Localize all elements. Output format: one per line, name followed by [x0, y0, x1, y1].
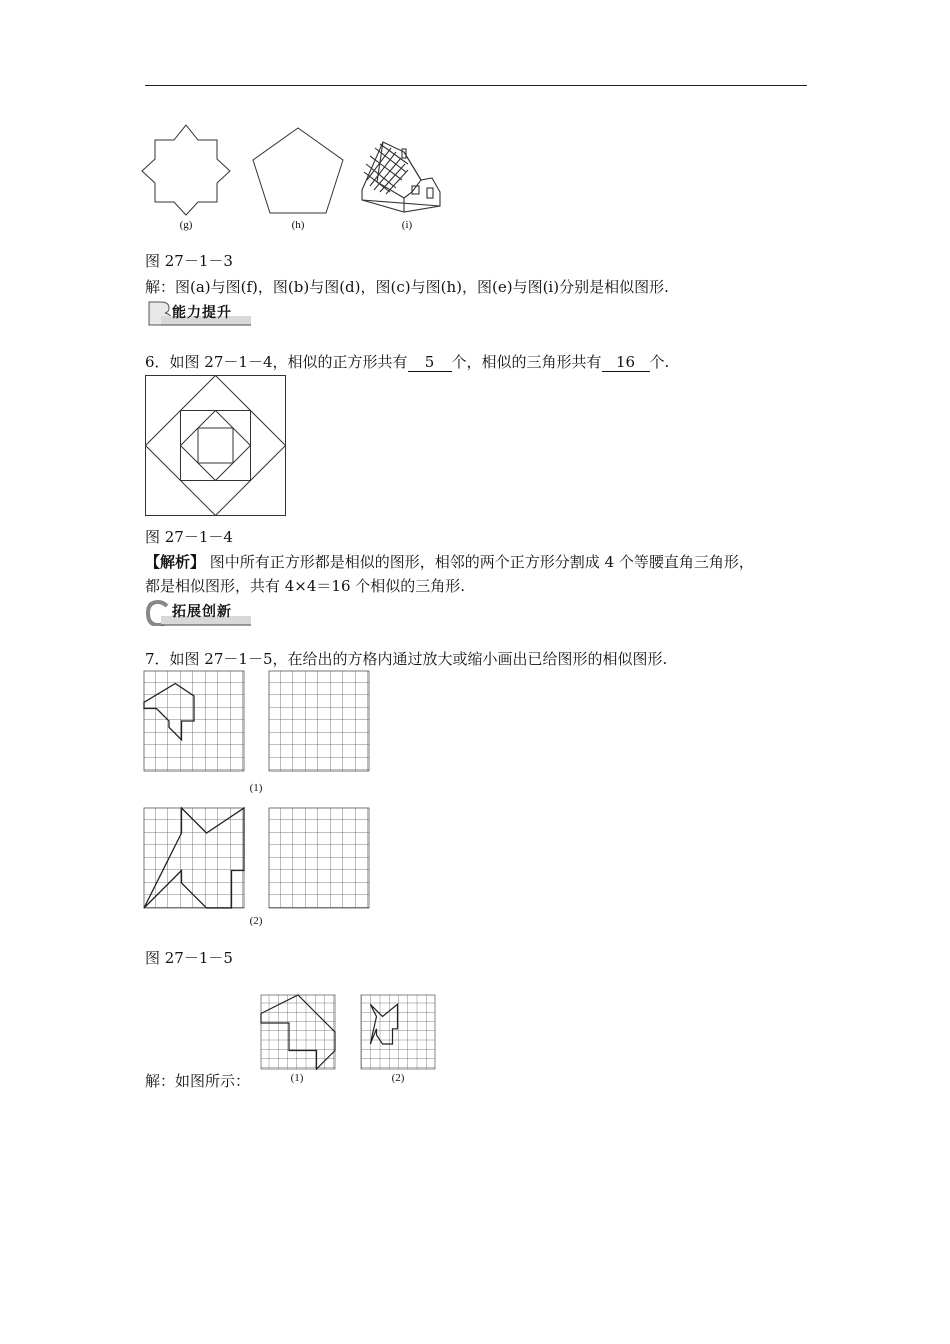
figure-caption-27-1-4: 图 27－1－4: [145, 528, 233, 546]
figure-27-1-3-shapes: [140, 120, 460, 220]
question-7: 7．如图 27－1－5，在给出的方格内通过放大或缩小画出已给图形的相似图形.: [145, 650, 668, 668]
answer-grid-label-1: (1): [290, 1072, 304, 1084]
analysis-line-2: 都是相似图形，共有 4×4＝16 个相似的三角形.: [145, 577, 466, 595]
section-title-c: 拓展创新: [172, 604, 232, 620]
figure-label-i: (i): [401, 219, 413, 231]
analysis-text-1: 图中所有正方形都是相似的图形，相邻的两个正方形分割成 4 个等腰直角三角形，: [209, 553, 754, 571]
analysis-line-1: [145, 551, 754, 573]
nested-squares-figure: [145, 375, 287, 517]
q6-prefix: 6．如图 27－1－4，相似的正方形共有: [145, 353, 408, 371]
question-6: [145, 351, 669, 373]
eight-point-star-shape: [142, 125, 230, 215]
answer-prefix: 解：如图所示：: [145, 1072, 251, 1090]
q6-answer-triangles: 16: [602, 353, 650, 372]
answer-grid-1: [261, 995, 335, 1069]
house-sketch: [362, 142, 440, 212]
grid-2-given: [144, 808, 244, 908]
figure-caption-27-1-5: 图 27－1－5: [145, 949, 233, 967]
q6-answer-squares: 5: [408, 353, 452, 372]
figure-label-g: (g): [179, 219, 193, 231]
grid-1-given: [144, 671, 244, 771]
section-title-b: 能力提升: [172, 305, 232, 321]
pentagon-shape: [253, 128, 343, 213]
grid-label-1: (1): [249, 782, 263, 794]
figure-caption-27-1-3: 图 27－1－3: [145, 252, 233, 270]
figure-label-h: (h): [291, 219, 305, 231]
grid-label-2: (2): [249, 915, 263, 927]
answer-grid-2: [361, 995, 435, 1069]
answer-text: 解：图(a)与图(f)，图(b)与图(d)，图(c)与图(h)，图(e)与图(i)分别是相似图形.: [145, 278, 669, 296]
answer-grid-label-2: (2): [391, 1072, 405, 1084]
grid-2-blank: [269, 808, 369, 908]
header-rule: [145, 85, 807, 86]
grid-1-blank: [269, 671, 369, 771]
q6-middle: 个，相似的三角形共有: [451, 353, 602, 371]
q6-suffix: 个.: [649, 353, 670, 371]
answer-grids: [260, 994, 440, 1074]
figure-27-1-5-grids: [143, 670, 375, 920]
analysis-tag: 【解析】: [145, 553, 206, 571]
